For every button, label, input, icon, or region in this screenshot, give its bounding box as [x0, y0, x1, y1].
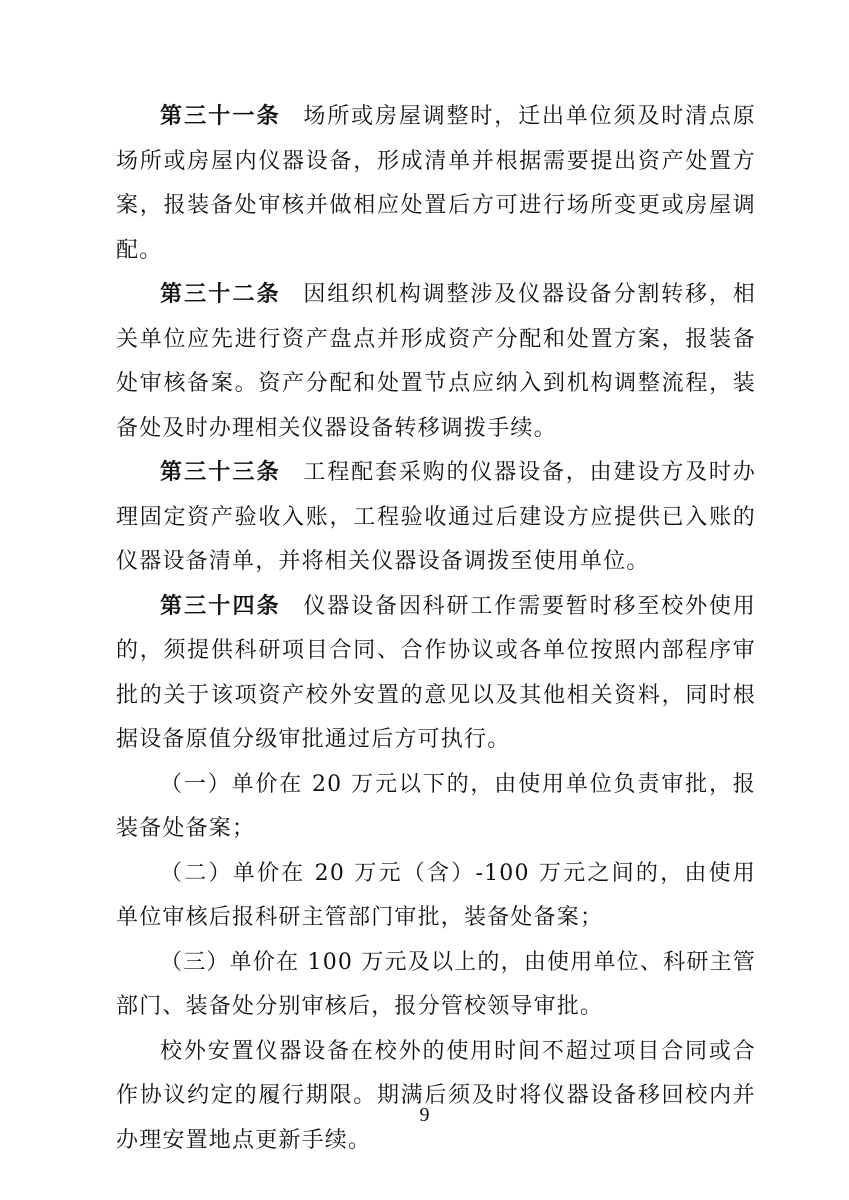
article-text: 仪器设备因科研工作需要暂时移至校外使用的，须提供科研项目合同、合作协议或各单位按照内部程序审批的关于该项资产校外安置的意见以及其他相关资料，同时根据设备原值分级审批通过后方可执行。	[116, 593, 756, 752]
page-number: 9	[419, 1104, 430, 1126]
document-body	[116, 95, 756, 1163]
article-heading: 第三十四条	[160, 593, 281, 619]
article-32	[116, 273, 756, 451]
article-33	[116, 451, 756, 585]
article-34	[116, 585, 756, 763]
article-text: 场所或房屋调整时，迁出单位须及时清点原场所或房屋内仪器设备，形成清单并根据需要提出资产处置方案，报装备处审核并做相应处置后方可进行场所变更或房屋调配。	[116, 104, 756, 263]
list-item-3: （三）单价在 100 万元及以上的，由使用单位、科研主管部门、装备处分别审核后，报分管校领导审批。	[116, 949, 756, 1019]
article-heading: 第三十三条	[160, 460, 281, 485]
article-heading: 第三十一条	[160, 104, 281, 129]
article-heading: 第三十二条	[160, 282, 281, 307]
list-item-2: （二）单价在 20 万元（含）-100 万元之间的，由使用单位审核后报科研主管部门审批，装备处备案；	[116, 860, 756, 930]
list-item-1: （一）单价在 20 万元以下的，由使用单位负责审批，报装备处备案；	[116, 771, 756, 841]
closing-paragraph: 校外安置仪器设备在校外的使用时间不超过项目合同或合作协议约定的履行期限。期满后须及时将仪器设备移回校内并办理安置地点更新手续。	[116, 1038, 756, 1153]
article-31	[116, 95, 756, 273]
article-text: 因组织机构调整涉及仪器设备分割转移，相关单位应先进行资产盘点并形成资产分配和处置方案，报装备处审核备案。资产分配和处置节点应纳入到机构调整流程，装备处及时办理相关仪器设备转移调拨手续。	[116, 282, 756, 441]
article-text: 工程配套采购的仪器设备，由建设方及时办理固定资产验收入账，工程验收通过后建设方应提供已入账的仪器设备清单，并将相关仪器设备调拨至使用单位。	[116, 460, 756, 574]
